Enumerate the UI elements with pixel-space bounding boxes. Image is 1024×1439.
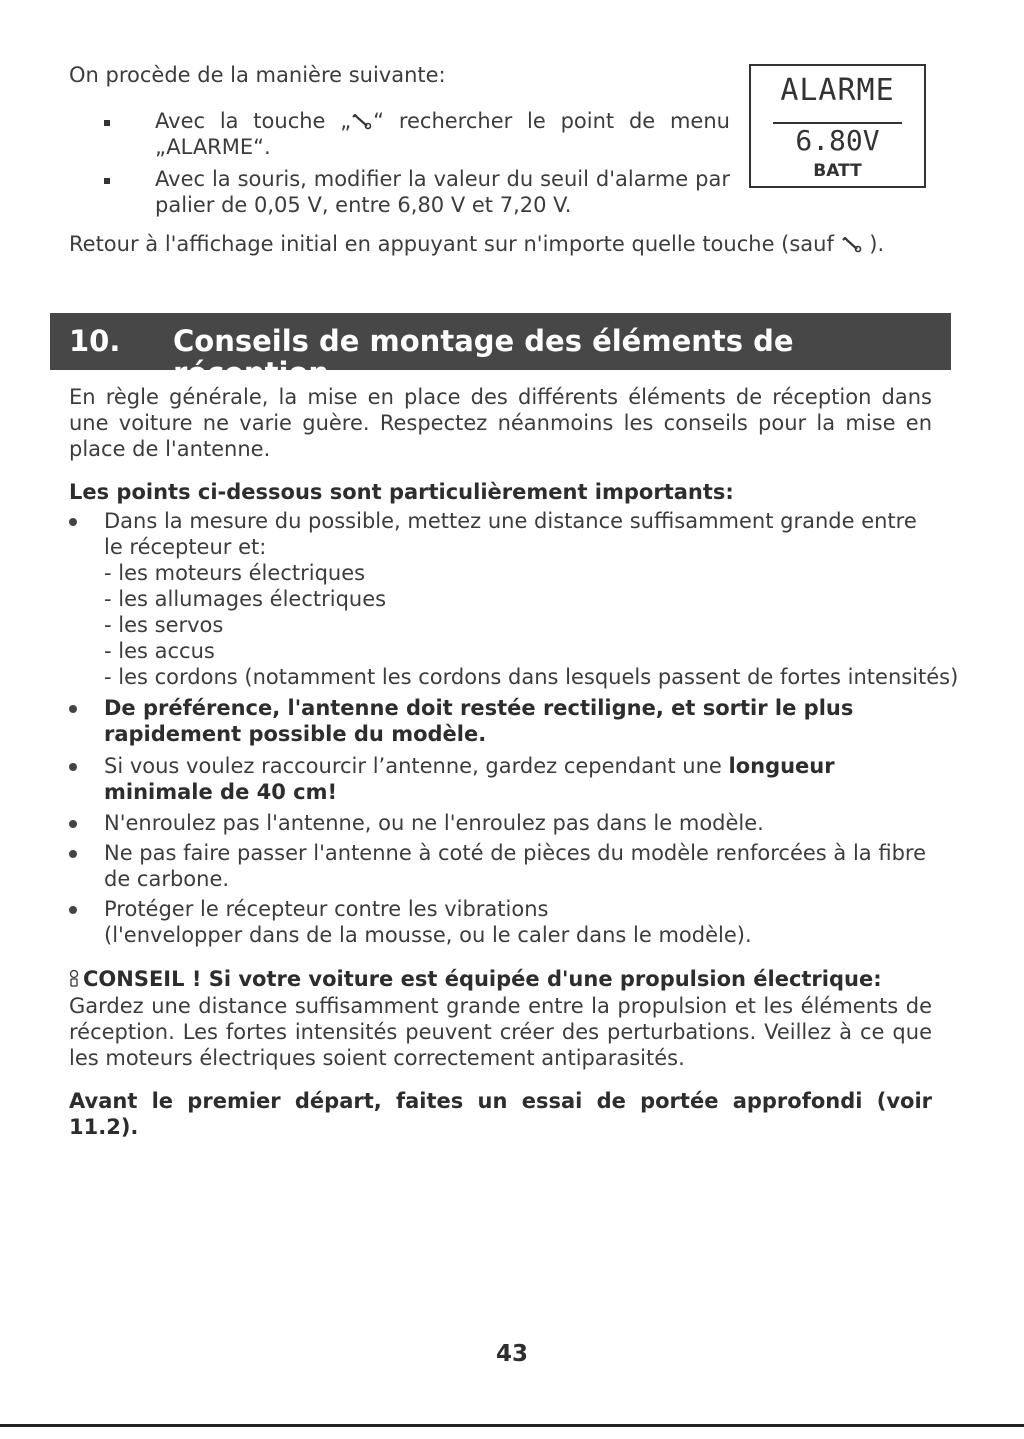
return-text-post: ).	[869, 232, 885, 256]
page-number: 43	[495, 1341, 528, 1367]
lcd-line-3: BATT	[813, 161, 862, 181]
quote-open: „	[340, 109, 352, 133]
point-item: Ne pas faire passer l'antenne à coté de pièces du modèle renforcées à la fibre de carbone.	[104, 841, 926, 891]
sub-item: - les allumages électriques	[104, 587, 387, 611]
return-text-pre: Retour à l'affichage initial en appuyant sur n'importe quelle touche (sauf	[69, 232, 834, 256]
return-text	[69, 231, 884, 257]
bullet-item: Avec la souris, modifier la valeur du seuil d'alarme par palier de 0,05 V, entre 6,80 V et 7,20 V.	[155, 167, 730, 217]
intro-paragraph: En règle générale, la mise en place des différents éléments de réception dans une voiture ne varie guère. Respectez néanmoins les conseils pour la mise en place de l'antenne.	[69, 385, 932, 461]
point-item-continued: (l'envelopper dans de la mousse, ou le caler dans le modèle).	[104, 923, 752, 947]
bullet-item: Avec la touche „ “ rechercher le point de menu „ALARME“.	[155, 109, 730, 159]
square-bullet	[104, 112, 114, 122]
square-bullet	[104, 170, 114, 180]
section-banner	[50, 313, 951, 390]
sub-item: - les servos	[104, 613, 224, 637]
lcd-display	[749, 64, 926, 188]
point-item	[104, 753, 934, 805]
point-item: N'enroulez pas l'antenne, ou ne l'enroulez pas dans le modèle.	[104, 811, 764, 835]
sub-item: - les accus	[104, 639, 215, 663]
round-bullet	[69, 842, 79, 852]
round-bullet	[69, 755, 79, 765]
final-note: Avant le premier départ, faites un essai de portée approfondi (voir 11.2).	[69, 1089, 932, 1139]
point-item: Protéger le récepteur contre les vibrations	[104, 897, 549, 921]
section-number: 10.	[69, 324, 121, 358]
round-bullet	[69, 812, 79, 822]
round-bullet	[69, 697, 79, 707]
point-item: Dans la mesure du possible, mettez une distance suffisamment grande entre le récepteur et:	[104, 509, 917, 559]
point-item: De préférence, l'antenne doit restée rectiligne, et sortir le plus rapidement possible du modèle.	[104, 696, 854, 746]
tip-heading	[69, 966, 932, 992]
intro-text: On procède de la manière suivante:	[69, 63, 446, 87]
section-title: Conseils de montage des éléments de réception	[173, 324, 794, 390]
sub-item: - les cordons (notamment les cordons dans lesquels passent de fortes intensités)	[104, 665, 959, 689]
lcd-line-2: 6.80V	[795, 124, 880, 157]
tip-text: Gardez une distance suffisamment grande entre la propulsion et les éléments de réception. Les fortes intensités peuvent créer des perturbations. Veillez à ce que les moteurs électriques soient correctement antiparasités.	[69, 994, 932, 1070]
point-text: Si vous voulez raccourcir l’antenne, gardez cependant une	[104, 754, 729, 778]
bottom-rule	[0, 1424, 1024, 1427]
point-text-bold: longueur minimale de 40 cm!	[104, 754, 835, 804]
lcd-line-1: ALARME	[780, 73, 895, 108]
points-heading: Les points ci-dessous sont particulièrement importants:	[69, 480, 734, 504]
tip-heading-text: CONSEIL ! Si votre voiture est équipée d'une propulsion électrique:	[83, 967, 882, 991]
wrench-icon	[841, 237, 863, 253]
sub-item: - les moteurs électriques	[104, 561, 366, 585]
lightbulb-icon	[69, 969, 79, 987]
round-bullet	[69, 510, 79, 520]
round-bullet	[69, 898, 79, 908]
wrench-icon	[351, 114, 373, 130]
